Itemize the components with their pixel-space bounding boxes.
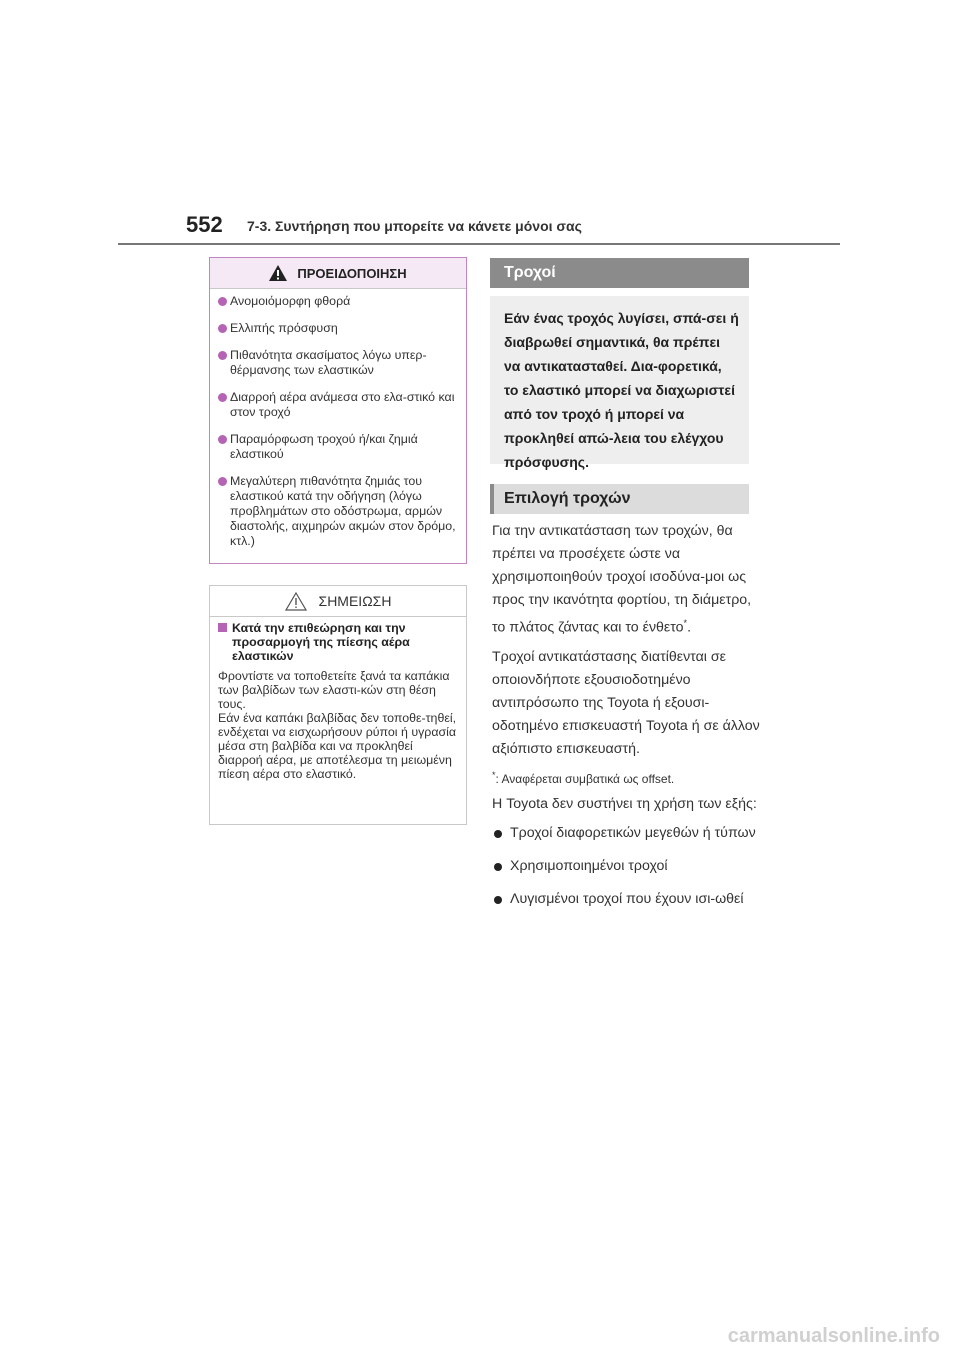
list-item: Ανομοιόμορφη φθορά bbox=[218, 294, 458, 309]
selection-paragraph-2: Τροχοί αντικατάστασης διατίθενται σε οποιονδήποτε εξουσιοδοτημένο αντιπρόσωπο της Toyota ή εξουσι-οδοτημένο επισκευαστή Toyota ή σε άλλον αξιόπιστο επισκευαστή. bbox=[492, 648, 760, 757]
header-rule bbox=[118, 243, 840, 245]
bullet-icon bbox=[494, 863, 502, 871]
note-body bbox=[210, 617, 466, 781]
list-item: Λυγισμένοι τροχοί που έχουν ισι-ωθεί bbox=[492, 888, 762, 911]
note-header bbox=[210, 586, 466, 617]
square-bullet-icon bbox=[218, 623, 227, 632]
selection-paragraph-1: Για την αντικατάσταση των τροχών, θα πρέπει να προσέχετε ώστε να χρησιμοποιηθούν τροχοί ισοδύνα-μοι ως προς την ικανότητα φορτίου, τη διάμετρο, το πλάτος ζάντας και το ένθετο*. bbox=[492, 523, 752, 636]
note-title: ΣΗΜΕΙΩΣΗ bbox=[318, 593, 392, 609]
watermark: carmanualsonline.info bbox=[727, 1325, 940, 1347]
page-number: 552 bbox=[186, 212, 223, 237]
warning-triangle-icon bbox=[269, 265, 287, 281]
warning-header bbox=[210, 258, 466, 289]
note-paragraph: Εάν ένα καπάκι βαλβίδας δεν τοποθε-τηθεί, ενδέχεται να εισχωρήσουν ρύποι ή υγρασία μέσα στη βαλβίδα και να προκληθεί διαρροή αέρα, με αποτέλεσμα τη μειωμένη πίεση αέρα στο ελαστικό. bbox=[218, 711, 457, 781]
selection-paragraph-3: Η Toyota δεν συστήνει τη χρήση των εξής: bbox=[492, 795, 757, 812]
note-paragraph: Φροντίστε να τοποθετείτε ξανά τα καπάκια των βαλβίδων των ελαστι-κών στη θέση τους. bbox=[218, 669, 450, 711]
bullet-icon bbox=[218, 324, 227, 333]
note-text bbox=[218, 669, 458, 781]
list-item: Παραμόρφωση τροχού ή/και ζημιά ελαστικού bbox=[218, 432, 458, 462]
note-box bbox=[209, 585, 467, 825]
bullet-icon bbox=[218, 435, 227, 444]
list-item: Τροχοί διαφορετικών μεγεθών ή τύπων bbox=[492, 822, 762, 845]
bullet-icon bbox=[218, 477, 227, 486]
warning-list bbox=[210, 289, 466, 549]
bullet-icon bbox=[218, 297, 227, 306]
bullet-icon bbox=[218, 393, 227, 402]
list-item: Ελλιπής πρόσφυση bbox=[218, 321, 458, 336]
footnote-mark: * bbox=[683, 618, 688, 628]
footnote: *: Αναφέρεται συμβατικά ως offset. bbox=[492, 769, 675, 786]
bullet-icon bbox=[218, 351, 227, 360]
wheels-heading: Τροχοί bbox=[490, 258, 749, 288]
selection-heading: Επιλογή τροχών bbox=[490, 484, 749, 514]
warning-title: ΠΡΟΕΙΔΟΠΟΙΗΣΗ bbox=[297, 265, 407, 281]
section-title: 7-3. Συντήρηση που μπορείτε να κάνετε μόνοι σας bbox=[247, 218, 582, 234]
selection-list bbox=[492, 822, 762, 911]
warning-box bbox=[209, 257, 467, 564]
list-item: Διαρροή αέρα ανάμεσα στο ελα-στικό και στον τροχό bbox=[218, 390, 458, 420]
list-item: Χρησιμοποιημένοι τροχοί bbox=[492, 855, 762, 878]
list-item: Μεγαλύτερη πιθανότητα ζημιάς του ελαστικού κατά την οδήγηση (λόγω προβλημάτων στο οδόστρωμα, αρμών διαστολής, αιχμηρών ακμών στον δρόμο, κτλ.) bbox=[218, 474, 458, 549]
selection-body bbox=[492, 520, 762, 921]
list-item: Πιθανότητα σκασίματος λόγω υπερ-θέρμανσης των ελαστικών bbox=[218, 348, 458, 378]
caution-triangle-icon bbox=[285, 592, 307, 611]
note-subheading: Κατά την επιθεώρηση και την προσαρμογή της πίεσης αέρα ελαστικών bbox=[218, 621, 458, 663]
wheels-intro: Εάν ένας τροχός λυγίσει, σπά-σει ή διαβρωθεί σημαντικά, θα πρέπει να αντικατασταθεί. Δια-φορετικά, το ελαστικό μπορεί να διαχωριστεί από τον τροχό ή μπορεί να προκληθεί απώ-λεια του ελέγχου πρόσφυσης. bbox=[490, 296, 749, 464]
bullet-icon bbox=[494, 830, 502, 838]
bullet-icon bbox=[494, 896, 502, 904]
